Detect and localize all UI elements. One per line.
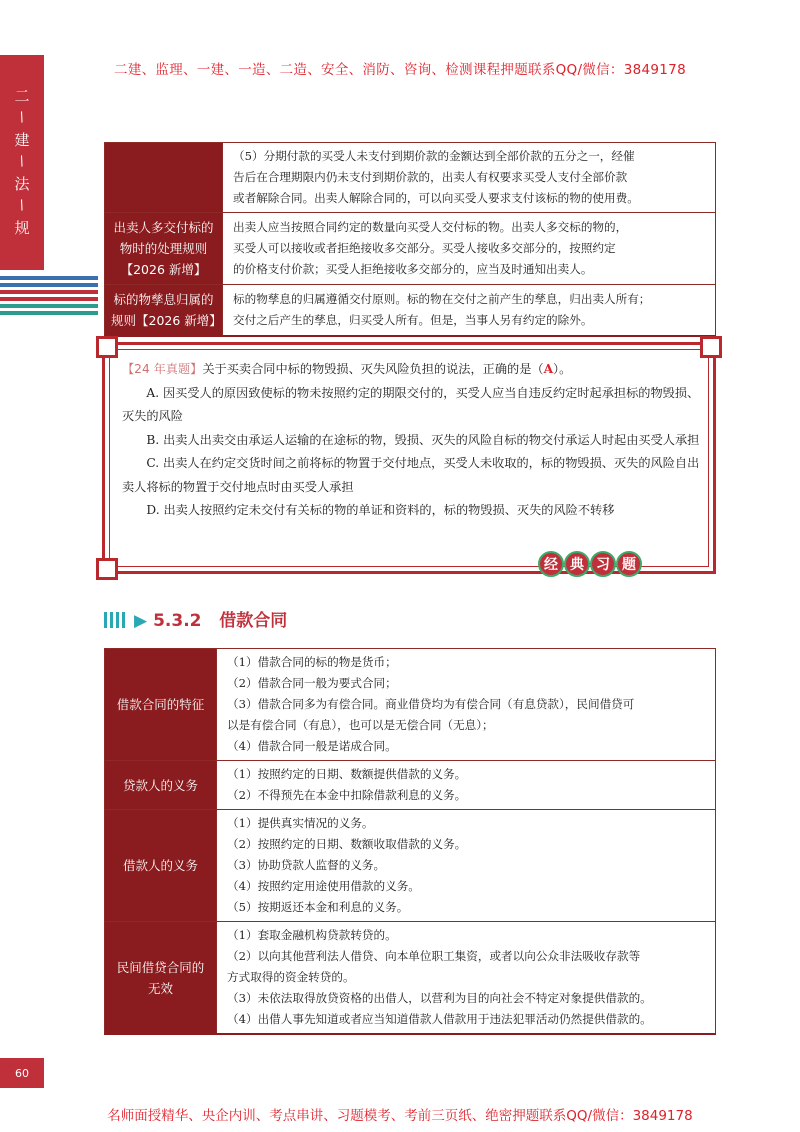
table-row xyxy=(105,922,716,1035)
text-line: 交付之后产生的孳息，归买受人所有。但是，当事人另有约定的除外。 xyxy=(233,313,593,327)
row-head: 民间借贷合同的无效 xyxy=(105,922,217,1035)
side-char: 法 xyxy=(14,175,30,193)
frame-corner xyxy=(96,336,118,358)
fruits-cell xyxy=(223,285,716,337)
borrower-duties-cell xyxy=(217,810,716,922)
row-head: 标的物孳息归属的规则【2026 新增】 xyxy=(105,285,223,337)
text-line: 买受人可以接收或者拒绝接收多交部分。买受人接收多交部分的，按照约定 xyxy=(233,241,616,255)
exam-question xyxy=(122,358,702,523)
row-head: 出卖人多交付标的物时的处理规则【2026 新增】 xyxy=(105,213,223,285)
bars-icon xyxy=(104,612,126,628)
row-head: 借款人的义务 xyxy=(105,810,217,922)
text-line: （4）借款合同一般是诺成合同。 xyxy=(227,739,397,753)
table-row xyxy=(105,285,716,337)
invalid-lending-cell xyxy=(217,922,716,1035)
side-char: 建 xyxy=(14,131,30,149)
text-line: （2）借款合同一般为要式合同； xyxy=(227,676,397,690)
side-char: 规 xyxy=(14,219,30,237)
text-line: （2）以向其他营利法人借贷、向本单位职工集资，或者以向公众非法吸收存款等 xyxy=(227,949,641,963)
table-row xyxy=(105,761,716,810)
text-line: （1）借款合同的标的物是货币； xyxy=(227,655,397,669)
option-b: B. 出卖人出卖交由承运人运输的在途标的物，毁损、灭失的风险自标的物交付承运人时起由买受人承担 xyxy=(146,432,700,447)
table-row xyxy=(105,810,716,922)
text-line: （1）套取金融机构贷款转贷的。 xyxy=(227,928,397,942)
text-line: 以是有偿合同（有息），也可以是无偿合同（无息）； xyxy=(227,718,494,732)
side-slash: / xyxy=(17,197,27,214)
text-line: （1）按照约定的日期、数额提供借款的义务。 xyxy=(227,767,467,781)
text-line: 告后在合理期限内仍未支付到期价款的，出卖人有权要求买受人支付全部价款 xyxy=(233,170,628,184)
question-text: 关于买卖合同中标的物毁损、灭失风险负担的说法，正确的是（ xyxy=(202,362,544,376)
text-line: （2）按照约定的日期、数额收取借款的义务。 xyxy=(227,837,467,851)
frame-corner xyxy=(700,336,722,358)
table-row xyxy=(105,213,716,285)
page-header-banner: 二建、监理、一建、一造、二造、安全、消防、咨询、检测课程押题联系QQ/微信：3849178 xyxy=(114,62,686,78)
text-line: （5）分期付款的买受人未支付到期价款的金额达到全部价款的五分之一，经催 xyxy=(233,149,635,163)
badge-char: 习 xyxy=(590,551,616,577)
section-title: 借款合同 xyxy=(219,611,288,631)
text-line: （3）借款合同多为有偿合同。商业借贷均为有偿合同（有息贷款），民间借贷可 xyxy=(227,697,635,711)
chevron-right-icon: ▶ xyxy=(134,611,148,631)
question-lead: 【24 年真题】 xyxy=(122,362,203,376)
lender-duties-cell xyxy=(217,761,716,810)
section-heading xyxy=(104,606,287,631)
features-cell xyxy=(217,649,716,761)
text-line: （3）协助贷款人监督的义务。 xyxy=(227,858,386,872)
excess-delivery-cell xyxy=(223,213,716,285)
side-char: 二 xyxy=(14,87,30,105)
section-number: 5.3.2 xyxy=(153,611,202,631)
row-head: 借款合同的特征 xyxy=(105,649,217,761)
option-c: C. 出卖人在约定交货时间之前将标的物置于交付地点，买受人未收取的，标的物毁损、灭失的风险自出卖人将标的物置于交付地点时由买受人承担 xyxy=(122,456,700,494)
table-row xyxy=(105,649,716,761)
option-a: A. 因买受人的原因致使标的物未按照约定的期限交付的，买受人应当自违反约定时起承担标的物毁损、灭失的风险 xyxy=(122,385,700,423)
frame-corner xyxy=(96,558,118,580)
side-stripes xyxy=(0,276,98,318)
text-line: 标的物孳息的归属遵循交付原则。标的物在交付之前产生的孳息，归出卖人所有； xyxy=(233,292,651,306)
installment-cell xyxy=(223,143,716,213)
badge-char: 经 xyxy=(538,551,564,577)
row-head-empty xyxy=(105,143,223,213)
loan-contract-table xyxy=(104,648,716,1035)
text-line: 或者解除合同。出卖人解除合同的，可以向买受人要求支付该标的物的使用费。 xyxy=(233,191,639,205)
badge-char: 典 xyxy=(564,551,590,577)
row-head: 贷款人的义务 xyxy=(105,761,217,810)
text-line: 方式取得的资金转贷的。 xyxy=(227,970,355,984)
side-tab xyxy=(0,55,44,270)
page-number: 60 xyxy=(0,1058,44,1088)
text-line: （4）按照约定用途使用借款的义务。 xyxy=(227,879,420,893)
text-line: （1）提供真实情况的义务。 xyxy=(227,816,374,830)
question-answer: A xyxy=(543,362,554,376)
badge-char: 题 xyxy=(616,551,642,577)
option-d: D. 出卖人按照约定未交付有关标的物的单证和资料的，标的物毁损、灭失的风险不转移 xyxy=(146,503,615,517)
text-line: （4）出借人事先知道或者应当知道借款人借款用于违法犯罪活动仍然提供借款的。 xyxy=(227,1012,652,1026)
table-row xyxy=(105,143,716,213)
question-stem xyxy=(122,358,702,382)
side-slash: / xyxy=(17,109,27,126)
side-slash: / xyxy=(17,153,27,170)
text-line: 出卖人应当按照合同约定的数量向买受人交付标的物。出卖人多交标的物的， xyxy=(233,220,628,234)
sales-contract-table xyxy=(104,142,716,337)
page-footer-banner: 名师面授精华、央企内训、考点串讲、习题模考、考前三页纸、绝密押题联系QQ/微信：3849178 xyxy=(107,1108,693,1124)
text-line: （5）按期返还本金和利息的义务。 xyxy=(227,900,409,914)
text-line: （2）不得预先在本金中扣除借款利息的义务。 xyxy=(227,788,467,802)
text-line: （3）未依法取得放贷资格的出借人，以营利为目的向社会不特定对象提供借款的。 xyxy=(227,991,652,1005)
question-text-end: ）。 xyxy=(553,362,572,376)
text-line: 的价格支付价款；买受人拒绝接收多交部分的，应当及时通知出卖人。 xyxy=(233,262,593,276)
